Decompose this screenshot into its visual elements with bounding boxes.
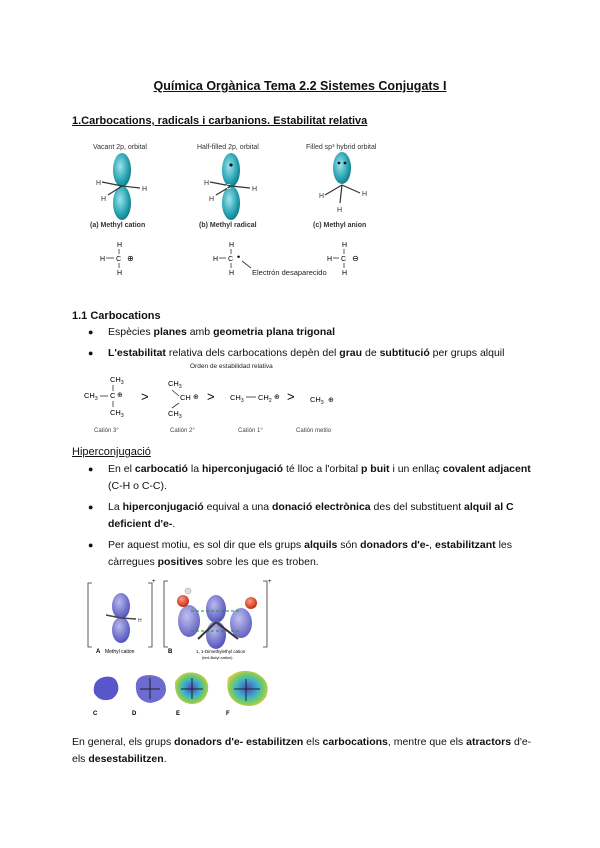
- svg-text:C: C: [341, 256, 347, 263]
- svg-text:H: H: [117, 270, 123, 277]
- greater-than-3: >: [287, 389, 295, 404]
- svg-text:H: H: [204, 180, 210, 187]
- svg-text:CH2: $CH_2$: [258, 393, 272, 404]
- bullet-item: ● En el carbocatió la hiperconjugació té lloc a l'orbital p buit i un enllaç covalent adjacent (C-H o C-C).: [88, 461, 538, 495]
- svg-text:(tert-Butyl cation): (tert-Butyl cation): [202, 655, 233, 660]
- bold-term: carbocations: [322, 736, 388, 748]
- section-heading-1-1: 1.1 Carbocations: [72, 310, 161, 322]
- svg-text:Catión 3°: Catión 3°: [94, 428, 119, 434]
- svg-text:H: H: [209, 196, 215, 203]
- bullet-item: ● Espècies planes amb geometria plana trigonal: [88, 324, 538, 341]
- stability-order-figure: [0, 360, 600, 438]
- bold-term: L'estabilitat: [108, 347, 166, 359]
- bold-term: covalent adjacent: [442, 463, 531, 475]
- svg-text:⊕: ⊕: [127, 254, 134, 263]
- section-heading-carbocations: 1.Carbocations, radicals i carbanions. Estabilitat relativa: [72, 115, 368, 127]
- svg-text:Catión 2°: Catión 2°: [170, 428, 195, 434]
- methyl-anion-orbital: [319, 152, 367, 214]
- electron-note: Electrón desaparecido: [252, 268, 327, 277]
- methyl-radical-orbital: [204, 153, 257, 220]
- greater-than-1: >: [141, 389, 149, 404]
- bold-term: desestabilitzen: [88, 753, 164, 765]
- svg-text:CH3: $CH_3$: [110, 408, 124, 419]
- svg-text:C: C: [228, 256, 234, 263]
- svg-text:H: H: [213, 256, 219, 263]
- methyl-cation-formula: [296, 395, 334, 434]
- bold-term: subtitució: [379, 347, 430, 359]
- bullet-item: ● L'estabilitat relativa dels carbocations depèn del grau de subtitució per grups alquil: [88, 345, 538, 362]
- svg-text:⊕: ⊕: [328, 397, 334, 404]
- svg-text:Catión 1°: Catión 1°: [238, 428, 263, 434]
- svg-text:H: H: [142, 186, 148, 193]
- svg-text:•: •: [237, 252, 241, 262]
- svg-text:H: H: [100, 256, 106, 263]
- electrostatic-maps: [93, 671, 268, 717]
- bold-term: positives: [157, 556, 204, 568]
- bold-term: alquils: [304, 539, 338, 551]
- caption-methyl-anion: (c) Methyl anion: [313, 222, 367, 229]
- svg-text:CH3: $CH_3$: [168, 379, 182, 390]
- hiperconjugacio-heading: Hiperconjugació: [72, 446, 151, 458]
- stability-title: Orden de estabilidad relativa: [190, 363, 273, 370]
- svg-text:CH3: $CH_3$: [230, 393, 244, 404]
- orbital-label-a: Vacant 2p, orbital: [93, 144, 147, 151]
- svg-text:CH3: $CH_3$: [84, 391, 98, 402]
- svg-text:+: +: [152, 579, 156, 585]
- svg-text:H: H: [362, 191, 368, 198]
- svg-text:+: +: [268, 579, 272, 585]
- svg-text:Methyl cation: Methyl cation: [105, 649, 135, 655]
- caption-methyl-cation: (a) Methyl cation: [90, 222, 146, 229]
- bold-term: donadors d'e- estabilitzen: [174, 736, 304, 748]
- tertiary-cation: [84, 375, 124, 434]
- svg-text:H: H: [229, 242, 235, 249]
- svg-text:H: H: [138, 618, 142, 624]
- conclusion-paragraph: En general, els grups donadors d'e- estabilitzen els carbocations, mentre que els atractors d'e- els desestabilitzen.: [72, 736, 532, 765]
- orbital-figure: [0, 135, 600, 320]
- bold-term: hiperconjugació: [122, 501, 204, 513]
- bold-term: estabilitzant: [434, 539, 496, 551]
- primary-cation: [230, 393, 280, 434]
- svg-text:A: A: [96, 649, 101, 655]
- panel-a-methyl-cation: [88, 579, 156, 655]
- svg-text:Catión metilo: Catión metilo: [296, 428, 332, 434]
- greater-than-2: >: [207, 389, 215, 404]
- lewis-methyl-cation: [100, 242, 134, 277]
- svg-text:E: E: [176, 711, 181, 717]
- lewis-methyl-radical: [213, 242, 251, 277]
- svg-text:⊖: ⊖: [352, 254, 359, 263]
- panel-b-tert-butyl-cation: [164, 579, 272, 660]
- svg-text:H: H: [342, 270, 348, 277]
- bold-term: donadors d'e-: [360, 539, 430, 551]
- svg-text:C: C: [226, 184, 232, 191]
- orbital-label-c: Filled sp³ hybrid orbital: [306, 144, 377, 151]
- methyl-cation-orbital: [96, 153, 147, 220]
- svg-text:CH3: $CH_3$: [110, 375, 124, 386]
- caption-methyl-radical: (b) Methyl radical: [199, 222, 257, 229]
- svg-text:F: F: [226, 711, 230, 717]
- bullet-item: ● La hiperconjugació equival a una donació electrònica des del substituent alquil al C deficient d'e-.: [88, 499, 538, 533]
- svg-text:H: H: [117, 242, 123, 249]
- svg-text:1, 1-Dimethylethyl cation: 1, 1-Dimethylethyl cation: [196, 649, 246, 654]
- bold-term: carbocatió: [134, 463, 188, 475]
- svg-text:H: H: [337, 207, 343, 214]
- bold-term: planes: [153, 326, 187, 338]
- orbital-label-b: Half-filled 2p, orbital: [197, 144, 259, 151]
- svg-text:H: H: [229, 270, 235, 277]
- bold-term: grau: [339, 347, 363, 359]
- svg-text:H: H: [342, 242, 348, 249]
- bold-term: hiperconjugació: [201, 463, 284, 475]
- svg-text:H: H: [96, 180, 102, 187]
- svg-text:CH3: $CH_3$: [310, 395, 324, 406]
- svg-text:CH3: $CH_3$: [168, 409, 182, 420]
- svg-text:CH: CH: [180, 393, 191, 402]
- svg-text:C: C: [93, 711, 98, 717]
- svg-text:C: C: [110, 391, 116, 400]
- svg-text:⊕: ⊕: [117, 392, 123, 399]
- svg-text:⊕: ⊕: [274, 394, 280, 401]
- bold-term: geometria plana trigonal: [213, 326, 336, 338]
- secondary-cation: [168, 379, 199, 434]
- svg-text:D: D: [132, 711, 137, 717]
- svg-text:H: H: [252, 186, 258, 193]
- hiperconjugacio-bullets: [88, 461, 538, 575]
- svg-text:H: H: [327, 256, 333, 263]
- bold-term: alquil al C deficient d'e-: [108, 501, 514, 530]
- svg-text:⊕: ⊕: [193, 394, 199, 401]
- svg-text:C: C: [116, 256, 122, 263]
- page-title: Química Orgànica Tema 2.2 Sistemes Conjugats I: [153, 79, 447, 93]
- bold-term: atractors: [466, 736, 512, 748]
- svg-text:H: H: [101, 196, 107, 203]
- lewis-methyl-anion: [327, 242, 359, 277]
- bold-term: donació electrònica: [272, 501, 371, 513]
- bold-term: p buit: [360, 463, 390, 475]
- svg-text:H: H: [319, 193, 325, 200]
- svg-text:B: B: [168, 649, 173, 655]
- hyperconjugation-figure: [0, 575, 600, 725]
- bullet-item: ● Per aquest motiu, es sol dir que els grups alquils són donadors d'e-, estabilitzant les càrregues positives sobre les que es troben.: [88, 537, 538, 571]
